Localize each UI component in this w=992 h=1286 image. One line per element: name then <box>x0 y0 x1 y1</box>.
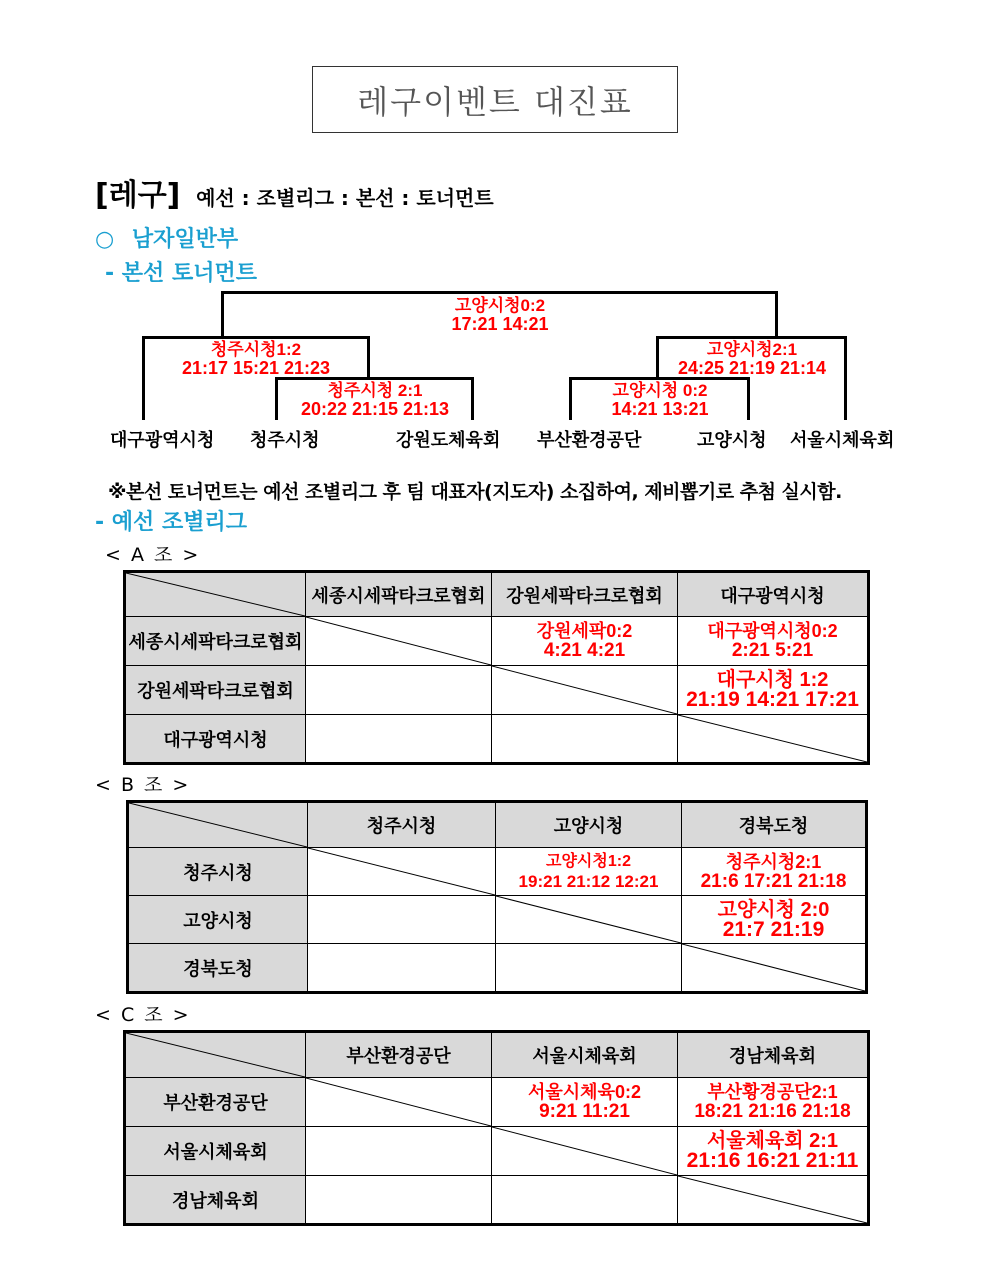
result-cell <box>678 1127 869 1176</box>
row-header: 경북도청 <box>128 944 308 993</box>
result-cell <box>682 848 867 896</box>
table-corner <box>128 802 308 848</box>
bracket-team: 강원도체육회 <box>396 430 501 451</box>
bracket-team: 청주시청 <box>250 430 320 451</box>
row-header: 경남체육회 <box>125 1176 306 1225</box>
match-title: 청주시청 2:1 <box>327 381 423 400</box>
bracket-team: 고양시청 <box>697 430 767 451</box>
row-header: 청주시청 <box>128 848 308 896</box>
bracket-line <box>275 377 278 420</box>
group-a-table <box>123 570 870 765</box>
match-scores: 21:6 17:21 21:18 <box>700 870 847 892</box>
match-result <box>496 852 681 892</box>
match-result-right-qf <box>590 381 730 419</box>
bracket-team: 대구광역시청 <box>110 430 215 451</box>
match-scores: 19:21 21:12 12:21 <box>518 871 659 891</box>
empty-cell <box>306 1176 492 1225</box>
empty-cell <box>308 944 496 993</box>
row-header: 세종시세팍타크로협회 <box>125 617 306 666</box>
bracket-line <box>221 291 224 338</box>
match-title: 고양시청 0:2 <box>612 381 708 400</box>
match-result <box>492 621 677 661</box>
result-cell <box>682 896 867 944</box>
match-scores: 20:22 21:15 21:13 <box>300 399 450 419</box>
match-result <box>678 670 867 710</box>
result-cell <box>496 848 682 896</box>
bracket-line <box>656 336 847 339</box>
match-title: 고양시청 2:0 <box>717 898 830 921</box>
match-title: 대구광역시청0:2 <box>707 621 838 641</box>
row-header: 강원세팍타크로협회 <box>125 666 306 715</box>
empty-cell <box>492 1176 678 1225</box>
column-header: 청주시청 <box>308 802 496 848</box>
diagonal-cell <box>492 1127 678 1176</box>
diagonal-cell <box>308 848 496 896</box>
diagonal-cell <box>678 715 869 764</box>
match-scores: 21:7 21:19 <box>722 917 825 941</box>
bracket-line <box>775 291 778 338</box>
sport-label: [레구] <box>95 178 181 213</box>
row-header: 서울시체육회 <box>125 1127 306 1176</box>
match-title: 고양시청0:2 <box>454 296 546 315</box>
result-cell <box>678 1078 869 1127</box>
match-scores: 21:16 16:21 21:11 <box>686 1149 859 1172</box>
match-result-left-semi <box>168 340 344 378</box>
match-scores: 4:21 4:21 <box>543 640 626 661</box>
row-header: 고양시청 <box>128 896 308 944</box>
final-stage-label: - 본선 토너먼트 <box>105 261 257 286</box>
section-heading <box>95 170 494 214</box>
match-result <box>682 852 865 892</box>
column-header: 세종시세팍타크로협회 <box>306 572 492 617</box>
match-result <box>678 1082 867 1122</box>
match-result <box>678 1131 867 1171</box>
match-title: 청주시청1:2 <box>210 340 302 359</box>
column-header: 서울시체육회 <box>492 1032 678 1078</box>
match-scores: 17:21 14:21 <box>451 314 549 334</box>
bracket-line <box>844 336 847 420</box>
bracket-line <box>569 377 572 420</box>
bracket-line <box>142 336 370 339</box>
bracket-line <box>221 291 778 294</box>
empty-cell <box>306 715 492 764</box>
row-header: 부산환경공단 <box>125 1078 306 1127</box>
column-header: 경남체육회 <box>678 1032 869 1078</box>
division-heading <box>95 222 238 253</box>
diagonal-cell <box>496 896 682 944</box>
bracket-line <box>656 336 659 379</box>
result-cell <box>492 1078 678 1127</box>
bracket-line <box>747 377 750 420</box>
match-scores: 24:25 21:19 21:14 <box>677 358 827 378</box>
diagonal-cell <box>492 666 678 715</box>
match-title: 고양시청1:2 <box>546 852 631 870</box>
column-header: 부산환경공단 <box>306 1032 492 1078</box>
match-scores: 21:19 14:21 17:21 <box>686 688 859 711</box>
match-title: 서울시체육0:2 <box>528 1082 641 1102</box>
bracket-line <box>367 336 370 379</box>
group-c-label: < C 조 > <box>95 1004 191 1026</box>
match-title: 강원세팍0:2 <box>536 621 633 641</box>
match-title: 부산황경공단2:1 <box>707 1082 838 1102</box>
page-title <box>312 66 678 133</box>
match-scores: 9:21 11:21 <box>539 1101 630 1122</box>
result-cell <box>678 666 869 715</box>
empty-cell <box>496 944 682 993</box>
match-result <box>682 900 865 940</box>
table-corner <box>125 572 306 617</box>
column-header: 고양시청 <box>496 802 682 848</box>
bracket-team: 서울시체육회 <box>790 430 895 451</box>
match-title: 청주시청2:1 <box>725 851 822 872</box>
result-cell <box>678 617 869 666</box>
empty-cell <box>306 666 492 715</box>
match-scores: 21:17 15:21 21:23 <box>181 358 331 378</box>
match-result-left-qf <box>290 381 460 419</box>
match-result-final <box>430 296 570 334</box>
group-c-table <box>123 1030 870 1226</box>
column-header: 경북도청 <box>682 802 867 848</box>
bracket-team: 부산환경공단 <box>537 430 642 451</box>
row-header: 대구광역시청 <box>125 715 306 764</box>
empty-cell <box>492 715 678 764</box>
empty-cell <box>308 896 496 944</box>
match-title: 대구시청 1:2 <box>716 669 829 691</box>
group-b-label: < B 조 > <box>95 774 191 796</box>
empty-cell <box>306 1127 492 1176</box>
group-b-table <box>126 800 868 994</box>
match-scores: 14:21 13:21 <box>611 399 709 419</box>
diagonal-cell <box>306 1078 492 1127</box>
draw-note: ※본선 토너먼트는 예선 조별리그 후 팀 대표자(지도자) 소집하여, 제비뽑기로 추첨 실시함. <box>108 481 842 503</box>
match-result <box>678 621 867 661</box>
column-header: 대구광역시청 <box>678 572 869 617</box>
bracket-line <box>471 377 474 420</box>
diagonal-cell <box>678 1176 869 1225</box>
bracket-line <box>142 336 145 420</box>
match-result-right-semi <box>664 340 840 378</box>
page-title-text: 레구이벤트 대진표 <box>357 82 633 121</box>
result-cell <box>492 617 678 666</box>
group-a-label: < A 조 > <box>105 544 201 566</box>
division-name: 남자일반부 <box>131 227 239 252</box>
format-description: 예선 : 조별리그 : 본선 : 토너먼트 <box>196 186 494 210</box>
division-bullet-icon: ○ <box>95 227 115 252</box>
match-scores: 2:21 5:21 <box>731 640 814 661</box>
table-corner <box>125 1032 306 1078</box>
match-title: 서울체육회 2:1 <box>706 1130 839 1152</box>
prelim-stage-label: - 예선 조별리그 <box>95 510 247 535</box>
diagonal-cell <box>682 944 867 993</box>
column-header: 강원세팍타크로협회 <box>492 572 678 617</box>
match-scores: 18:21 21:16 21:18 <box>694 1101 851 1122</box>
diagonal-cell <box>306 617 492 666</box>
match-result <box>492 1082 677 1122</box>
match-title: 고양시청2:1 <box>706 340 798 359</box>
